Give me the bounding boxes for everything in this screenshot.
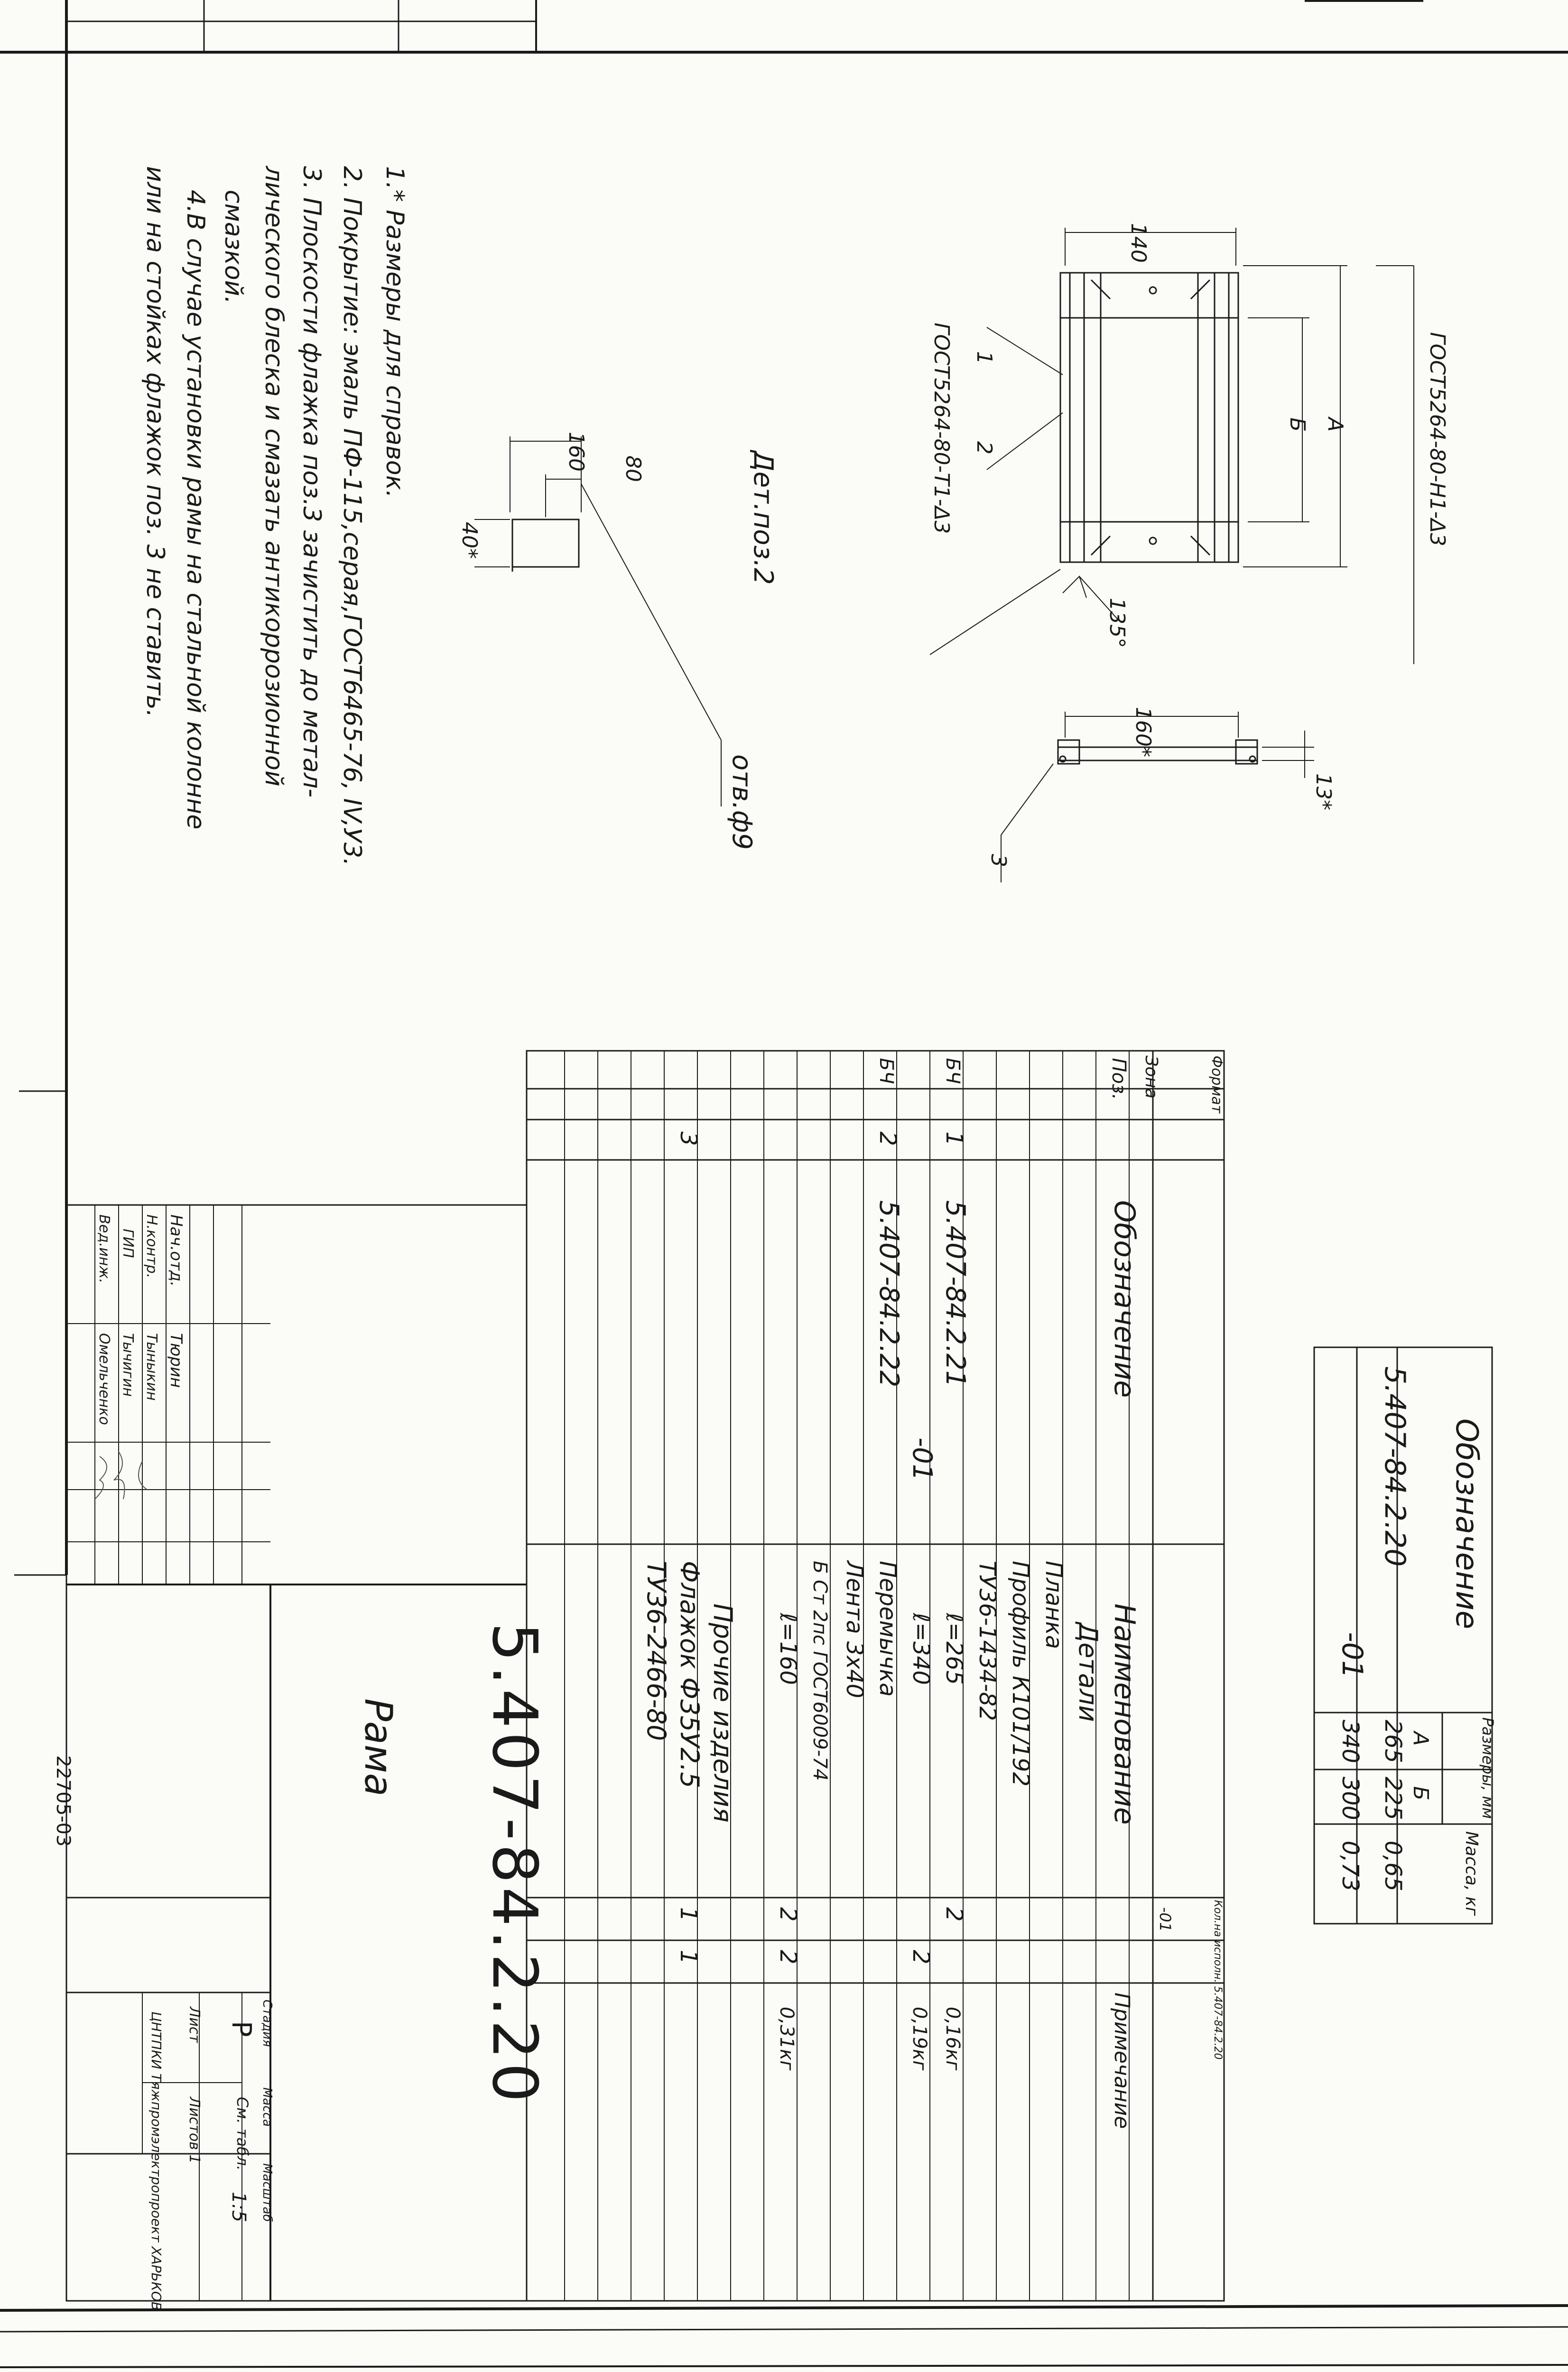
spec-header-qty: Кол.на исполн. 5.407-84.2.20 bbox=[1212, 1900, 1224, 2060]
spec-header-name: Наименование bbox=[1108, 1603, 1141, 1825]
spec-row-pos-1: 1 bbox=[941, 1131, 967, 1146]
archive-number: 22705-03 bbox=[52, 1755, 74, 1847]
scale-value: 1:5 bbox=[228, 2192, 250, 2223]
spec-row-desig-1: 5.407-84.2.21 bbox=[940, 1200, 971, 1388]
spec-header-note: Примечание bbox=[1110, 1992, 1134, 2129]
organization: ЦНТПКИ Тяжпромэлектропроект ХАРЬКОВ bbox=[148, 2011, 164, 2311]
detail-80: 80 bbox=[621, 455, 645, 482]
mass-value: См. табл. bbox=[233, 2097, 251, 2171]
spec-table-headers bbox=[1108, 1056, 1225, 2129]
size-table-text bbox=[1336, 1366, 1497, 1916]
weld-top-label: ГОСТ5264-80-Н1-Δ3 bbox=[1425, 332, 1449, 547]
signer-name-1: Тюрин bbox=[167, 1333, 186, 1388]
note-4: 4.В случае установки рамы на стальной колонне bbox=[181, 190, 210, 830]
spec-row-name-01: ℓ=340 bbox=[908, 1613, 934, 1685]
signer-role-3: ГИП bbox=[120, 1229, 136, 1258]
spec-row-q1-1: 2 bbox=[941, 1907, 967, 1922]
spec-row-flazhok: Флажок Ф35У2.5 bbox=[675, 1561, 705, 1788]
angle-135: 135° bbox=[1105, 598, 1129, 648]
signer-name-3: Тычигин bbox=[120, 1333, 136, 1397]
spec-row-gost: Б Ст 2пс ГОСТ6009-74 bbox=[809, 1561, 831, 1781]
spec-row-planka: Планка bbox=[1040, 1561, 1067, 1649]
dim-b: Б bbox=[1285, 417, 1309, 432]
spec-row-profil: Профиль К101/192 bbox=[1007, 1561, 1034, 1787]
size-row1-designation: 5.407-84.2.20 bbox=[1378, 1366, 1411, 1567]
signer-role-2: Н.контр. bbox=[143, 1214, 160, 1279]
spec-row-q2-3: 1 bbox=[675, 1950, 702, 1964]
size-header-b: Б bbox=[1409, 1786, 1433, 1801]
frame-side-view bbox=[1001, 712, 1314, 882]
spec-row-lenta: Лента 3х40 bbox=[841, 1561, 868, 1698]
size-row1-mass: 0,65 bbox=[1380, 1841, 1406, 1891]
note-4b: или на стойках флажок поз. 3 не ставить. bbox=[141, 166, 169, 718]
dim-140: 140 bbox=[1126, 223, 1150, 263]
spec-row-l160: ℓ=160 bbox=[775, 1613, 801, 1685]
spec-row-note-1: 0,16кг bbox=[942, 2007, 964, 2071]
spec-row-fmt-1: БЧ bbox=[942, 1058, 964, 1084]
spec-header-format: Формат bbox=[1208, 1056, 1225, 1113]
detail-title: Дет.поз.2 bbox=[748, 451, 779, 585]
spec-row-q1-3: 1 bbox=[675, 1907, 702, 1922]
spec-header-pos: Поз. bbox=[1108, 1058, 1130, 1100]
spec-row-note-01: 0,19кг bbox=[909, 2007, 930, 2071]
signer-role-4: Вед.инж. bbox=[96, 1214, 112, 1283]
stage-label: Стадия bbox=[260, 2000, 274, 2047]
drawing-labels bbox=[457, 223, 1449, 867]
weld-bottom-label: ГОСТ5264-80-Т1-Δ3 bbox=[929, 323, 954, 534]
note-1: 1.* Размеры для справок. bbox=[380, 166, 409, 498]
size-row2-a: 340 bbox=[1337, 1720, 1364, 1763]
frame-drawing bbox=[930, 228, 1414, 664]
signer-name-2: Тыныкин bbox=[143, 1333, 160, 1401]
dim-160-star: 160* bbox=[1131, 707, 1155, 757]
hole-label: отв.ф9 bbox=[726, 754, 757, 850]
notes bbox=[141, 166, 409, 866]
spec-row-name-1: ℓ=265 bbox=[941, 1613, 967, 1685]
scale-label: Масштаб bbox=[260, 2163, 274, 2222]
size-header-a: А bbox=[1409, 1732, 1433, 1746]
size-row2-mass: 0,73 bbox=[1337, 1841, 1364, 1891]
spec-row-q1-160: 2 bbox=[775, 1907, 801, 1922]
signer-role-1: Нач.отд. bbox=[167, 1214, 186, 1287]
spec-row-q2-160: 2 bbox=[775, 1950, 801, 1964]
note-3: 3. Плоскости флажка поз.3 зачистить до метал- bbox=[297, 166, 326, 797]
spec-header-qty-01: -01 bbox=[1156, 1907, 1174, 1932]
spec-row-desig-01: -01 bbox=[907, 1437, 937, 1481]
signatures bbox=[95, 1452, 147, 1499]
spec-row-note-160: 0,31кг bbox=[776, 2007, 798, 2071]
detail-40: 40* bbox=[457, 522, 482, 559]
size-row2-b: 300 bbox=[1337, 1777, 1364, 1820]
leader-2: 2 bbox=[972, 441, 996, 454]
size-header-dims: Размеры, мм bbox=[1479, 1717, 1497, 1819]
note-3b: лического блеска и смазать антикоррозионной bbox=[260, 166, 288, 787]
size-header-designation: Обозначение bbox=[1449, 1418, 1484, 1630]
stage-value: Р bbox=[226, 2021, 257, 2037]
detail-160: 160 bbox=[564, 432, 588, 472]
spec-header-designation: Обозначение bbox=[1108, 1200, 1141, 1398]
mass-label: Масса bbox=[260, 2087, 274, 2127]
signer-name-4: Омельченко bbox=[96, 1333, 112, 1425]
document-code: 5.407-84.2.20 bbox=[479, 1622, 551, 2106]
spec-row-detali: Детали bbox=[1073, 1622, 1103, 1722]
dim-a: А bbox=[1323, 417, 1347, 432]
size-header-mass: Масса, кг bbox=[1462, 1831, 1481, 1916]
spec-row-pos-3: 3 bbox=[675, 1131, 702, 1146]
spec-row-prochie: Прочие изделия bbox=[708, 1603, 738, 1823]
sheets-label: Листов 1 bbox=[186, 2097, 203, 2164]
document-name: Рама bbox=[356, 1698, 400, 1797]
spec-row-q2-01: 2 bbox=[908, 1950, 934, 1964]
title-block-text bbox=[52, 1214, 551, 2311]
spec-row-tu1: ТУ36-1434-82 bbox=[974, 1561, 1001, 1721]
spec-row-desig-2: 5.407-84.2.22 bbox=[873, 1200, 904, 1388]
spec-table-rows bbox=[641, 1058, 1103, 2071]
note-3c: смазкой. bbox=[219, 190, 248, 304]
sheet-label: Лист bbox=[186, 2007, 203, 2043]
size-row1-a: 265 bbox=[1380, 1720, 1406, 1763]
spec-row-tu2: ТУ36-2466-80 bbox=[641, 1561, 671, 1741]
size-row2-designation: -01 bbox=[1336, 1632, 1369, 1678]
spec-row-fmt-2: БЧ bbox=[875, 1058, 897, 1084]
spec-header-zone: Зона bbox=[1141, 1056, 1161, 1099]
note-2: 2. Покрытие: эмаль ПФ-115,серая,ГОСТ6465-76, IV,У3. bbox=[338, 166, 366, 866]
leader-1: 1 bbox=[972, 351, 996, 364]
detail-pos-2 bbox=[474, 436, 721, 806]
size-row1-b: 225 bbox=[1380, 1777, 1406, 1820]
spec-row-name-2: Перемычка bbox=[874, 1561, 901, 1697]
dim-13-star: 13* bbox=[1311, 773, 1336, 810]
spec-row-pos-2: 2 bbox=[874, 1131, 901, 1146]
leader-3: 3 bbox=[986, 854, 1011, 867]
